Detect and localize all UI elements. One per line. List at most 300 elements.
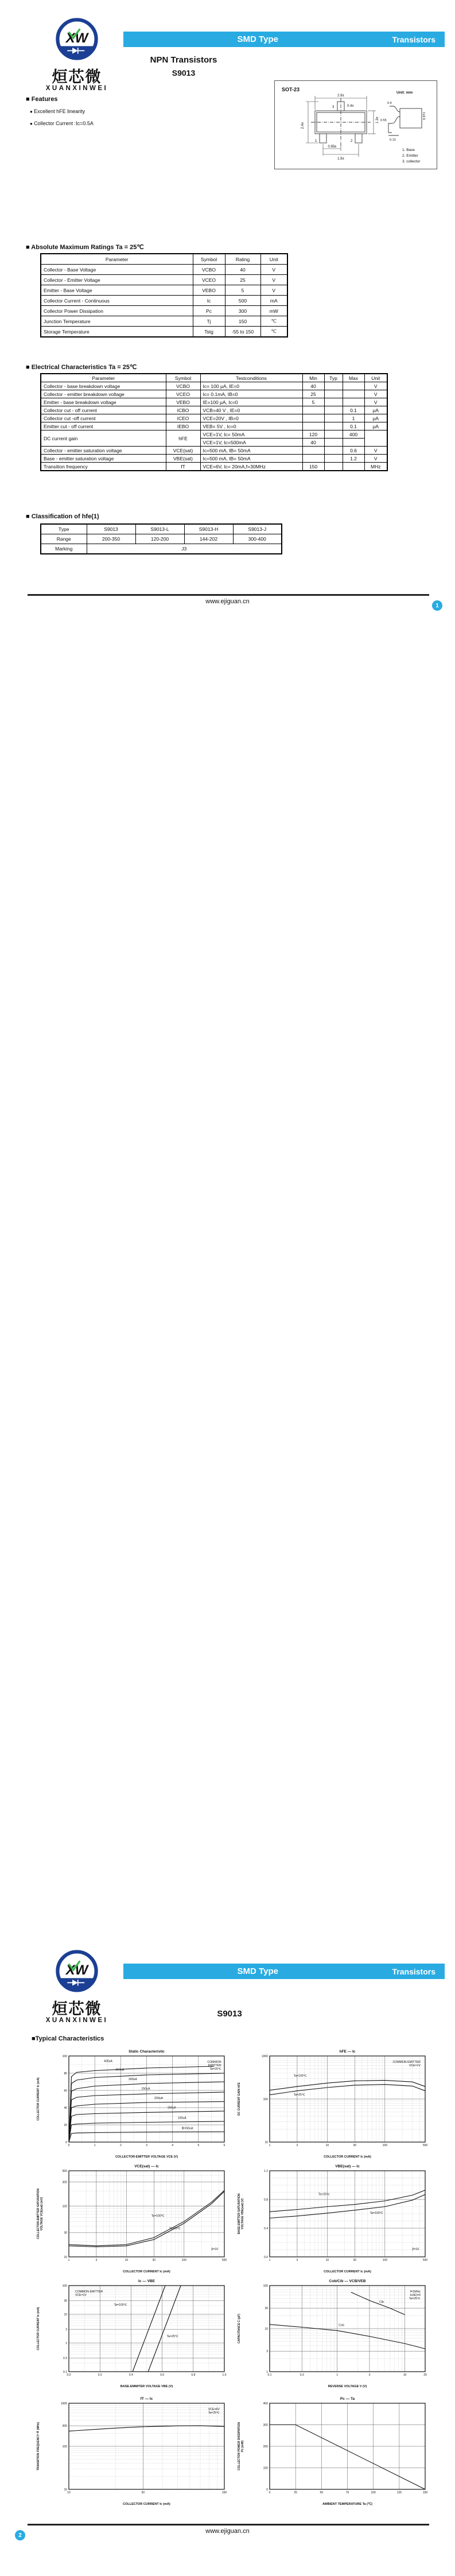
svg-text:0.2: 0.2 xyxy=(98,2373,102,2377)
chart-svg xyxy=(235,2162,433,2276)
svg-text:COMMONEMITTERTa=25℃: COMMON EMITTER Ta=25℃ xyxy=(207,2061,221,2071)
table-cell: Ic xyxy=(193,296,225,306)
table-cell: Transition frequency xyxy=(41,463,166,471)
table-cell: Ic= 100 μA, IE=0 xyxy=(200,382,302,390)
chart-capacitance-vs-voltage xyxy=(235,2276,433,2391)
svg-text:100: 100 xyxy=(263,2284,268,2288)
svg-text:COLLECTOR CURRENT Ic (mA): COLLECTOR CURRENT Ic (mA) xyxy=(324,2270,371,2274)
table-cell xyxy=(343,382,364,390)
series-Ta=25℃ xyxy=(148,2286,181,2372)
svg-text:60: 60 xyxy=(64,2089,67,2093)
svg-text:125: 125 xyxy=(396,2491,402,2494)
logo-xw-letters: XW xyxy=(65,30,88,46)
table-cell: Collector - Base Voltage xyxy=(41,265,193,275)
table-cell: Emitter - Base Voltage xyxy=(41,285,193,296)
classification-table xyxy=(40,523,282,554)
svg-text:10: 10 xyxy=(64,2255,67,2259)
series-Ta=100℃ xyxy=(133,2286,165,2372)
chart-svg xyxy=(235,2047,433,2162)
table-cell: Tj xyxy=(193,316,225,327)
svg-text:300: 300 xyxy=(62,2181,67,2185)
table-cell: 300-400 xyxy=(233,534,282,544)
table-cell: Collector - base breakdown voltage xyxy=(41,382,166,390)
svg-text:1.9±: 1.9± xyxy=(337,157,344,161)
svg-text:250uA: 250uA xyxy=(141,2087,150,2091)
table-cell: DC current gain xyxy=(41,430,166,447)
table-cell: 5 xyxy=(302,398,324,406)
data-table xyxy=(40,523,282,554)
svg-text:Cob/Cib — VCB/VEB: Cob/Cib — VCB/VEB xyxy=(329,2279,366,2283)
table-cell: 150 xyxy=(225,316,260,327)
svg-text:3: 3 xyxy=(146,2144,147,2147)
table-cell xyxy=(324,430,343,439)
svg-text:COLLECTOR POWER DISSIPATIONPc: COLLECTOR POWER DISSIPATIONPc (mW) xyxy=(238,2422,244,2470)
company-logo xyxy=(55,1949,99,1993)
footer-rule xyxy=(28,594,429,596)
svg-text:3: 3 xyxy=(296,2144,298,2147)
table-cell xyxy=(324,406,343,414)
package-side-view xyxy=(388,106,422,135)
svg-text:0.3: 0.3 xyxy=(300,2373,304,2377)
svg-text:10: 10 xyxy=(265,2140,268,2144)
footer-site-url[interactable]: www.ejiguan.cn xyxy=(205,2528,250,2535)
table-cell: Ic=500 mA, IB= 50mA xyxy=(200,455,302,463)
classification-heading: ■ Classification of hfe(1) xyxy=(26,513,99,520)
svg-text:30: 30 xyxy=(353,2259,357,2262)
svg-text:0: 0 xyxy=(266,2488,268,2492)
chart-vbesat-vs-ic xyxy=(235,2162,433,2276)
svg-text:0.4: 0.4 xyxy=(264,2226,268,2230)
table-cell: 5 xyxy=(225,285,260,296)
table-cell: Symbol xyxy=(193,254,225,265)
footer-site-url[interactable]: www.ejiguan.cn xyxy=(205,598,250,605)
amr-heading: ■ Absolute Maximum Ratings Ta = 25℃ xyxy=(26,244,144,251)
banner-transistors: Transistors xyxy=(392,34,435,44)
table-cell xyxy=(302,422,324,430)
svg-text:2. Emitter: 2. Emitter xyxy=(402,154,418,158)
banner-smd-type: SMD Type xyxy=(237,1966,278,1976)
svg-text:3: 3 xyxy=(65,2327,67,2331)
svg-text:3: 3 xyxy=(296,2259,298,2262)
table-row xyxy=(41,534,282,544)
svg-text:350uA: 350uA xyxy=(115,2068,125,2072)
svg-text:40: 40 xyxy=(64,2106,67,2110)
table-cell: Base - emitter saturation voltage xyxy=(41,455,166,463)
svg-text:COLLECTOR CURRENT Ic (mA): COLLECTOR CURRENT Ic (mA) xyxy=(324,2155,371,2159)
svg-text:500: 500 xyxy=(422,2144,428,2147)
table-cell: VBE(sat) xyxy=(166,455,200,463)
svg-text:COLLECTOR-EMITTER VOLTAGE VCE: COLLECTOR-EMITTER VOLTAGE VCE (V) xyxy=(115,2155,178,2159)
table-cell: VCE=20V , IB=0 xyxy=(200,414,302,422)
table-cell: V xyxy=(364,382,387,390)
table-cell: Parameter xyxy=(41,254,193,265)
svg-text:Ic — VBE: Ic — VBE xyxy=(138,2279,155,2283)
series-Ta=25℃ xyxy=(270,2085,425,2095)
svg-text:1: 1 xyxy=(269,2144,271,2147)
table-cell: mW xyxy=(260,306,287,316)
table-cell: 120 xyxy=(302,430,324,439)
svg-text:25: 25 xyxy=(294,2491,297,2494)
svg-text:REVERSE VOLTAGE V (V): REVERSE VOLTAGE V (V) xyxy=(328,2385,367,2388)
svg-text:1.2: 1.2 xyxy=(264,2169,268,2173)
table-cell: 120-200 xyxy=(135,534,184,544)
svg-text:400: 400 xyxy=(263,2402,268,2406)
svg-text:Pc — Ta: Pc — Ta xyxy=(340,2397,355,2401)
svg-text:0.8: 0.8 xyxy=(264,2198,268,2202)
table-cell: Type xyxy=(41,524,87,534)
table-cell xyxy=(302,455,324,463)
package-name: SOT-23 xyxy=(282,87,300,92)
svg-text:100: 100 xyxy=(382,2259,387,2262)
chart-static-characteristic xyxy=(34,2047,232,2162)
svg-text:1: 1 xyxy=(68,2259,70,2262)
table-row xyxy=(41,455,387,463)
table-cell: Collector cut - off current xyxy=(41,406,166,414)
table-cell: 25 xyxy=(302,390,324,398)
svg-text:100: 100 xyxy=(263,2097,268,2101)
table-row xyxy=(41,254,287,265)
table-cell: VEB= 5V , Ic=0 xyxy=(200,422,302,430)
table-cell: μA xyxy=(364,414,387,422)
page-number-badge: 1 xyxy=(432,600,442,611)
table-row xyxy=(41,296,287,306)
brand-latin: XUANXINWEI xyxy=(45,85,108,92)
svg-text:300: 300 xyxy=(62,2424,67,2428)
table-cell: 40 xyxy=(225,265,260,275)
table-cell: hFE xyxy=(166,430,200,447)
svg-text:0: 0 xyxy=(269,2491,271,2494)
svg-text:30: 30 xyxy=(353,2144,357,2147)
table-cell xyxy=(324,463,343,471)
amr-table xyxy=(40,253,288,337)
svg-text:Ta=25℃: Ta=25℃ xyxy=(169,2226,181,2230)
series-IB=400uA xyxy=(69,2066,214,2142)
table-row xyxy=(41,382,387,390)
svg-text:0.8: 0.8 xyxy=(191,2373,196,2377)
svg-text:Ta=25℃: Ta=25℃ xyxy=(318,2193,330,2197)
svg-text:80: 80 xyxy=(64,2071,67,2075)
svg-text:500: 500 xyxy=(221,2259,227,2262)
svg-text:1: 1 xyxy=(266,2370,268,2374)
features-heading: ■ Features xyxy=(26,96,58,103)
chart-svg xyxy=(235,2394,433,2509)
chart-svg xyxy=(34,2162,232,2276)
table-cell: VEBO xyxy=(166,398,200,406)
svg-text:Cib: Cib xyxy=(379,2300,384,2304)
svg-text:1: 1 xyxy=(315,139,317,143)
footer-rule xyxy=(28,2524,429,2525)
svg-text:Cob: Cob xyxy=(339,2323,344,2327)
table-cell: 500 xyxy=(225,296,260,306)
svg-text:Ta=100℃: Ta=100℃ xyxy=(151,2214,165,2218)
svg-text:200uA: 200uA xyxy=(154,2097,164,2100)
datasheet-page-2 xyxy=(0,1288,455,2576)
svg-text:20: 20 xyxy=(423,2373,427,2377)
table-row xyxy=(41,524,282,534)
table-cell: S9013 xyxy=(87,524,135,534)
series-Ta=25℃ xyxy=(69,2191,224,2247)
package-unit: Unit: mm xyxy=(396,91,413,95)
table-cell: IE=100 μA, Ic=0 xyxy=(200,398,302,406)
table-cell: S9013-J xyxy=(233,524,282,534)
svg-text:300uA: 300uA xyxy=(128,2078,137,2081)
svg-text:100: 100 xyxy=(62,2054,67,2058)
table-row xyxy=(41,374,387,382)
table-cell: V xyxy=(364,390,387,398)
feature-item: ● Collector Current :Ic=0.5A xyxy=(30,121,94,126)
table-cell: 300 xyxy=(225,306,260,316)
svg-text:2.9±: 2.9± xyxy=(337,94,344,98)
svg-text:2: 2 xyxy=(351,139,353,143)
svg-text:3: 3 xyxy=(332,106,335,109)
svg-text:COLLECTOR CURRENT Ic (mA): COLLECTOR CURRENT Ic (mA) xyxy=(123,2270,170,2274)
svg-text:400uA: 400uA xyxy=(103,2059,112,2063)
svg-text:3. collector: 3. collector xyxy=(402,160,421,164)
svg-text:TRANSITION FREQUENCY fT (MHz: TRANSITION FREQUENCY fT (MHz) xyxy=(37,2422,40,2471)
svg-text:10: 10 xyxy=(403,2373,407,2377)
table-cell: Collector cut -off current xyxy=(41,414,166,422)
svg-text:10: 10 xyxy=(64,2488,67,2492)
series-Ta=100℃ xyxy=(69,2190,224,2246)
svg-text:150uA: 150uA xyxy=(167,2106,176,2110)
part-number: S9013 xyxy=(217,2009,242,2019)
chart-ic-vs-vbe xyxy=(34,2276,232,2391)
table-cell xyxy=(343,439,364,447)
data-table xyxy=(40,373,388,471)
header-banner xyxy=(123,1964,445,1979)
table-row xyxy=(41,390,387,398)
chart-svg xyxy=(235,2276,433,2391)
svg-text:1.3±: 1.3± xyxy=(376,117,379,123)
table-cell: VCE=1V, Ic=500mA xyxy=(200,439,302,447)
banner-smd-type: SMD Type xyxy=(237,34,278,44)
svg-text:30: 30 xyxy=(64,2231,67,2235)
table-cell: Collector - emitter saturation voltage xyxy=(41,447,166,455)
svg-text:0.6: 0.6 xyxy=(160,2373,165,2377)
table-cell: Rating xyxy=(225,254,260,265)
table-cell: μA xyxy=(364,406,387,414)
svg-text:100: 100 xyxy=(62,2445,67,2449)
typical-characteristics-heading: ■Typical Characteristics xyxy=(32,2035,104,2042)
svg-text:6: 6 xyxy=(223,2144,225,2147)
chart-vcesat-vs-ic xyxy=(34,2162,232,2276)
table-row xyxy=(41,285,287,296)
table-cell: Collector - Emitter Voltage xyxy=(41,275,193,285)
table-cell: 1.2 xyxy=(343,455,364,463)
table-cell: Ic=500 mA, IB= 50mA xyxy=(200,447,302,455)
svg-text:VBE(sat) — Ic: VBE(sat) — Ic xyxy=(335,2164,360,2168)
table-cell: 0.6 xyxy=(343,447,364,455)
svg-text:1. Base: 1. Base xyxy=(402,148,415,152)
svg-text:Static Characteristic: Static Characteristic xyxy=(129,2050,165,2054)
brand-chinese: 烜芯微 xyxy=(52,68,102,86)
svg-text:Ta=100℃: Ta=100℃ xyxy=(114,2303,127,2307)
table-cell: 144-202 xyxy=(184,534,233,544)
svg-text:100: 100 xyxy=(62,2205,67,2209)
chart-svg xyxy=(34,2276,232,2391)
table-cell: μA xyxy=(364,422,387,430)
table-cell: Emitter cut - off current xyxy=(41,422,166,430)
chart-ft-vs-ic xyxy=(34,2394,232,2509)
svg-text:1000: 1000 xyxy=(261,2054,268,2058)
table-cell: V xyxy=(260,275,287,285)
table-cell xyxy=(302,406,324,414)
table-cell: ℃ xyxy=(260,316,287,327)
table-cell: VCE(sat) xyxy=(166,447,200,455)
brand-latin: XUANXINWEI xyxy=(45,2017,108,2024)
table-cell: Storage Temperature xyxy=(41,327,193,337)
package-side-labels xyxy=(380,102,426,142)
svg-text:BASE-EMITTER SATURATIONVOLTAGE: BASE-EMITTER SATURATIONVOLTAGE VBE(sat) (V) xyxy=(238,2193,244,2234)
svg-text:0.13: 0.13 xyxy=(390,138,396,142)
table-row xyxy=(41,265,287,275)
svg-text:1: 1 xyxy=(336,2373,339,2377)
ec-table xyxy=(40,373,388,471)
chart-hfe-vs-ic xyxy=(235,2047,433,2162)
svg-text:β=10: β=10 xyxy=(211,2248,219,2251)
table-cell xyxy=(324,455,343,463)
svg-text:0.1: 0.1 xyxy=(267,2373,272,2377)
svg-text:1: 1 xyxy=(269,2259,271,2262)
table-cell: V xyxy=(364,398,387,406)
table-row xyxy=(41,422,387,430)
svg-text:30: 30 xyxy=(152,2259,156,2262)
svg-text:10: 10 xyxy=(325,2144,329,2147)
svg-text:β=10: β=10 xyxy=(412,2248,419,2251)
table-cell: V xyxy=(364,455,387,463)
svg-text:30: 30 xyxy=(141,2491,145,2494)
svg-text:3: 3 xyxy=(368,2373,371,2377)
logo-xw-letters: XW xyxy=(65,1962,88,1978)
table-cell: 40 xyxy=(302,382,324,390)
table-cell: Marking xyxy=(41,544,87,554)
table-cell xyxy=(302,414,324,422)
svg-text:500: 500 xyxy=(422,2259,428,2262)
svg-text:2.4±: 2.4± xyxy=(301,122,305,129)
svg-text:Ta=100℃: Ta=100℃ xyxy=(370,2212,383,2215)
series-fT xyxy=(69,2426,224,2431)
table-cell: IEBO xyxy=(166,422,200,430)
table-cell xyxy=(343,398,364,406)
svg-text:150: 150 xyxy=(422,2491,428,2494)
chart-svg xyxy=(34,2047,232,2162)
table-cell: Range xyxy=(41,534,87,544)
series-Ta=25℃ xyxy=(270,2190,425,2212)
svg-text:10: 10 xyxy=(64,2313,67,2317)
table-cell: 40 xyxy=(302,439,324,447)
svg-text:50: 50 xyxy=(320,2491,324,2494)
svg-text:100: 100 xyxy=(371,2491,376,2494)
svg-text:10: 10 xyxy=(125,2259,129,2262)
header-banner xyxy=(123,32,445,47)
table-cell xyxy=(324,414,343,422)
table-row xyxy=(41,463,387,471)
table-row xyxy=(41,316,287,327)
svg-text:0.55: 0.55 xyxy=(380,119,387,122)
svg-text:1: 1 xyxy=(94,2144,96,2147)
svg-text:1.0: 1.0 xyxy=(222,2373,227,2377)
table-row xyxy=(41,430,387,439)
svg-text:COLLECTOR CURRENT Ic (mA): COLLECTOR CURRENT Ic (mA) xyxy=(37,2307,40,2350)
table-cell: MHz xyxy=(364,463,387,471)
table-cell: Symbol xyxy=(166,374,200,382)
table-cell: VCBO xyxy=(166,382,200,390)
table-row xyxy=(41,447,387,455)
table-cell xyxy=(302,447,324,455)
svg-text:75: 75 xyxy=(345,2491,349,2494)
table-cell xyxy=(324,447,343,455)
svg-text:1: 1 xyxy=(65,2341,67,2345)
table-cell: -55 to 150 xyxy=(225,327,260,337)
table-cell: Emitter - base breakdown voltage xyxy=(41,398,166,406)
table-cell xyxy=(364,430,387,447)
svg-text:10: 10 xyxy=(67,2491,71,2494)
table-cell: 25 xyxy=(225,275,260,285)
table-cell: 200-350 xyxy=(87,534,135,544)
table-cell: 0.1 xyxy=(343,406,364,414)
table-row xyxy=(41,544,282,554)
svg-text:0.0: 0.0 xyxy=(264,2255,268,2259)
table-cell: V xyxy=(260,285,287,296)
table-cell xyxy=(343,390,364,398)
svg-text:Ta=100℃: Ta=100℃ xyxy=(293,2074,307,2078)
page-title: NPN Transistors xyxy=(150,55,217,65)
svg-text:500: 500 xyxy=(62,2169,67,2173)
svg-text:200: 200 xyxy=(263,2445,268,2449)
table-cell: Unit xyxy=(364,374,387,382)
table-cell: VCB=40 V , IE=0 xyxy=(200,406,302,414)
table-cell: Collector Current - Continuous xyxy=(41,296,193,306)
svg-text:30: 30 xyxy=(265,2307,268,2311)
table-row xyxy=(41,275,287,285)
table-cell: Testconditions xyxy=(200,374,302,382)
table-cell: VCEO xyxy=(166,390,200,398)
banner-transistors: Transistors xyxy=(392,1966,435,1976)
svg-text:100: 100 xyxy=(263,2466,268,2470)
svg-text:BASE-EMMITER VOLTAGE VBE (V): BASE-EMMITER VOLTAGE VBE (V) xyxy=(120,2385,173,2388)
part-number: S9013 xyxy=(172,68,196,77)
svg-text:VCE=6VTa=25℃: VCE=6V Ta=25℃ xyxy=(208,2408,220,2415)
table-cell xyxy=(343,463,364,471)
svg-text:100: 100 xyxy=(221,2491,227,2494)
svg-text:4: 4 xyxy=(172,2144,174,2147)
package-drawing xyxy=(274,80,437,169)
table-cell: Parameter xyxy=(41,374,166,382)
svg-text:100: 100 xyxy=(181,2259,186,2262)
svg-text:0.1: 0.1 xyxy=(63,2370,67,2374)
table-cell: ICBO xyxy=(166,406,200,414)
table-cell: 400 xyxy=(343,430,364,439)
ec-heading: ■ Electrical Characteristics Ta = 25℃ xyxy=(26,364,137,371)
svg-text:VCE(sat) — Ic: VCE(sat) — Ic xyxy=(134,2164,159,2168)
svg-text:IB=50uA: IB=50uA xyxy=(181,2127,193,2131)
table-cell: Pc xyxy=(193,306,225,316)
table-cell xyxy=(324,422,343,430)
table-cell: 150 xyxy=(302,463,324,471)
table-row xyxy=(41,327,287,337)
svg-text:0.95±: 0.95± xyxy=(328,145,337,149)
svg-text:COMMON EMITTERVCE=1V: COMMON EMITTER VCE=1V xyxy=(75,2290,103,2297)
table-cell: Ic= 0.1mA, IB=0 xyxy=(200,390,302,398)
table-row xyxy=(41,414,387,422)
svg-text:0.4: 0.4 xyxy=(129,2373,133,2377)
svg-text:COLLECTOR CURRENT Ic (mA): COLLECTOR CURRENT Ic (mA) xyxy=(37,2077,40,2121)
page-number-badge: 2 xyxy=(15,2530,25,2540)
table-cell: Tstg xyxy=(193,327,225,337)
table-cell: Min xyxy=(302,374,324,382)
svg-text:3: 3 xyxy=(95,2259,98,2262)
table-cell: ℃ xyxy=(260,327,287,337)
